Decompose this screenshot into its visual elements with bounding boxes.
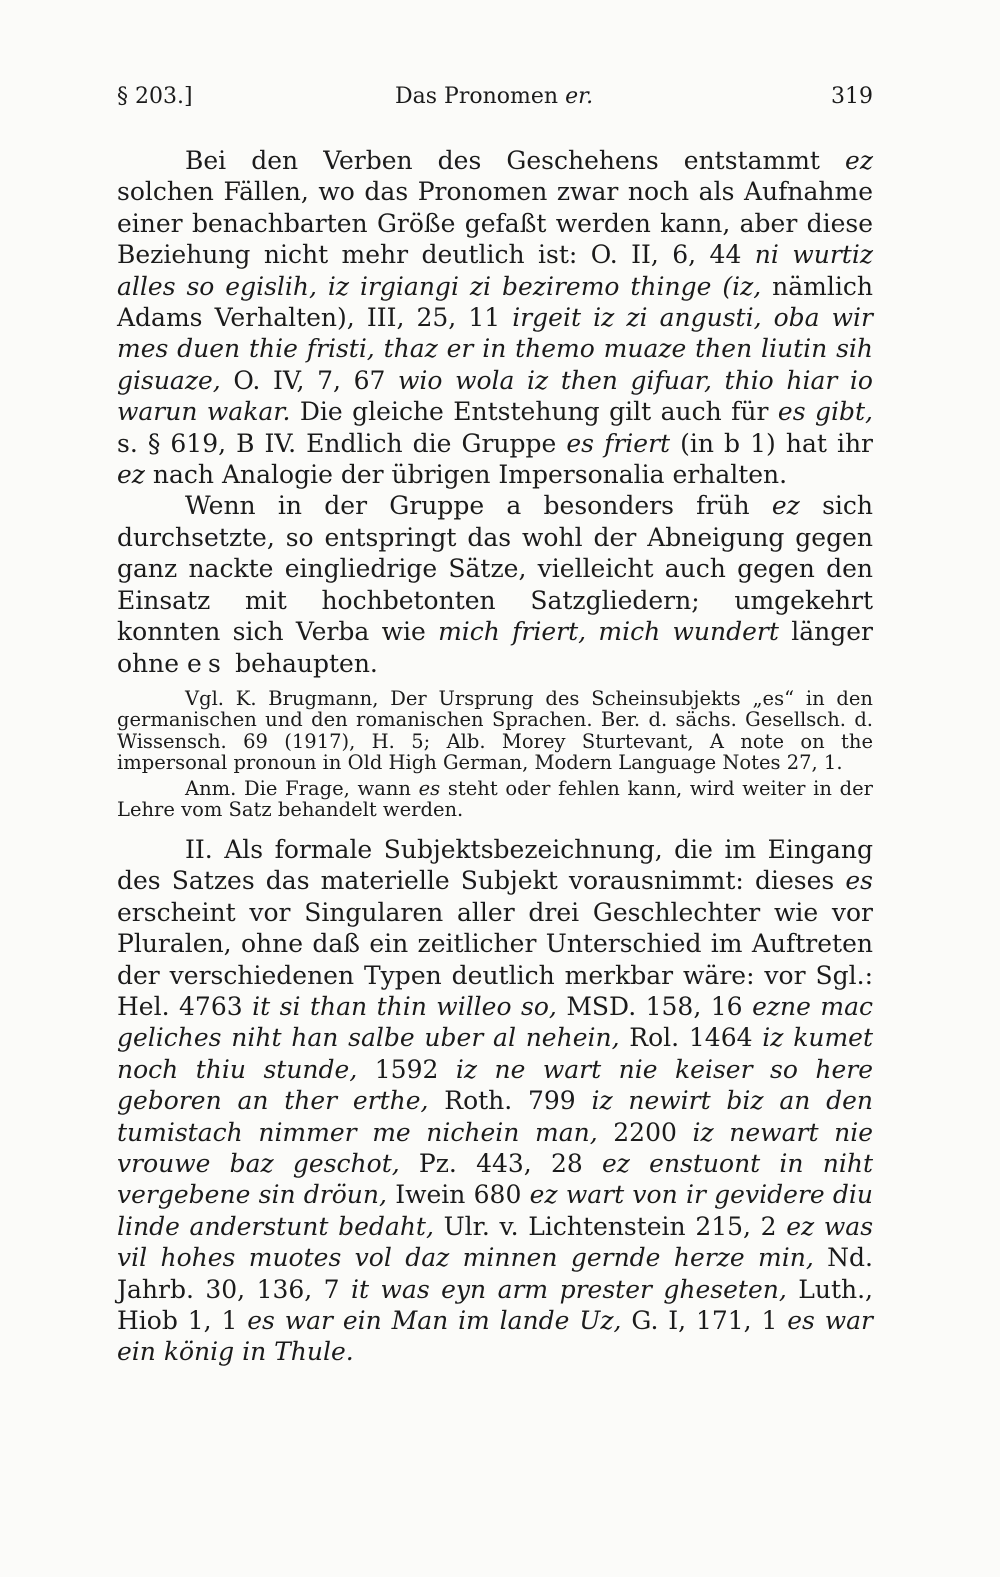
text-run: 2200 (597, 1117, 693, 1147)
annotation-paragraph (117, 778, 873, 821)
text-run: 1592 (357, 1054, 456, 1084)
italic-citation: es friert (566, 428, 671, 458)
text-run: nämlich Adams Verhalten), III, 25, 11 (117, 271, 873, 333)
main-text-section-2 (117, 834, 873, 1368)
text-run: Vgl. K. Brugmann, Der Ursprung des Scheinsubjekts „es“ in den germanischen und den romanischen Sprachen. Ber. d. sächs. Gesellsch. d. Wissensch. 69 (1917), H. 5; Alb. Morey Sturtevant, A note on the impersonal pronoun in Old High German, Modern Language Notes 27, 1. (117, 686, 873, 775)
text-run: Ulr. v. Lichtenstein 215, 2 (433, 1211, 787, 1241)
text-run: Rol. 1464 (619, 1023, 763, 1053)
italic-citation: iz kumet noch thiu stunde, (117, 1023, 873, 1084)
running-title (395, 84, 593, 109)
text-run: Luth., Hiob 1, 1 (117, 1274, 873, 1335)
italic-citation: es war ein könig in Thule. (117, 1306, 874, 1367)
text-run: solchen Fällen, wo das Pronomen zwar noch als Aufnahme einer benachbarten Größe gefaßt werden kann, aber diese Beziehung nicht mehr deutlich ist: O. II, 6, 44 (117, 177, 873, 270)
text-run: Iwein 680 (386, 1180, 530, 1210)
italic-citation: iz newart nie vrouwe baz geschot, (117, 1117, 873, 1178)
paragraph (117, 145, 873, 490)
paragraph (117, 490, 873, 678)
running-title-plain: Das Pronomen (395, 84, 566, 109)
italic-citation: es war ein Man im lande Uz, (247, 1306, 622, 1335)
text-run: Bei den Verben des Geschehens entstammt (185, 146, 846, 175)
italic-citation: ez (771, 491, 800, 521)
bibliography-note (117, 688, 873, 774)
text-run: Anm. Die Frage, wann (185, 776, 419, 800)
text-run: Pz. 443, 28 (399, 1148, 602, 1178)
text-run: II. Als formale Subjektsbezeichnung, die im Eingang des Satzes das materielle Subjekt vorausnimmt: dieses (117, 834, 873, 896)
text-run: s. § 619, B IV. Endlich die Gruppe (117, 428, 567, 458)
italic-citation: es (845, 866, 873, 896)
text-run: Die gleiche Entstehung gilt auch für (290, 397, 778, 427)
running-title-italic: er. (565, 84, 594, 109)
italic-citation: iz newirt biz an den tumistach nimmer me nichein man, (117, 1086, 873, 1147)
italic-citation: irgeit iz zi angusti, oba wir mes duen thie fristi, thaz er in themo muaze then liutin sih gisuaze, (117, 303, 873, 395)
italic-citation: es gibt, (777, 397, 873, 427)
text-run: (in b 1) hat ihr (670, 428, 873, 458)
italic-citation: ezne mac geliches niht han salbe uber al nehein, (117, 991, 874, 1053)
paragraph (117, 834, 873, 1368)
italic-citation: ni wurtiz alles so egislih, iz irgiangi zi beziremo thinge (iz, (117, 240, 873, 301)
italic-citation: ez enstuont in niht vergebene sin dröun, (117, 1148, 873, 1210)
reference-paragraph (117, 688, 873, 774)
book-page (117, 84, 873, 1368)
annotation-note (117, 778, 873, 821)
text-run: MSD. 158, 16 (556, 991, 753, 1021)
italic-citation: mich friert, mich wundert (438, 617, 779, 647)
italic-citation: ez wart von ir gevidere diu linde anderstunt bedaht, (117, 1180, 873, 1241)
italic-citation: ez (845, 146, 873, 175)
running-head (117, 84, 873, 116)
main-text (117, 145, 873, 679)
text-run: G. I, 171, 1 (621, 1306, 788, 1335)
section-reference: § 203.] (117, 84, 193, 109)
text-run: sich durchsetzte, so entspringt das wohl der Abneigung gegen ganz nackte eingliedrige Sätze, vielleicht auch gegen den Einsatz mit hochbetonten Satzgliedern; umgekehrt konnten sich Verba wie (117, 491, 874, 647)
page-number: 319 (831, 84, 873, 109)
spaced-word: es (187, 648, 228, 678)
italic-citation: it si than thin willeo so, (252, 991, 557, 1021)
text-run: O. IV, 7, 67 (220, 365, 399, 395)
text-run: nach Analogie der übrigen Impersonalia erhalten. (144, 460, 788, 490)
text-run: erscheint vor Singularen aller drei Geschlechter wie vor Pluralen, ohne daß ein zeitlicher Unterschied im Auftreten der verschiedenen Typen deutlich merkbar wäre: vor Sgl.: Hel. 4763 (117, 897, 873, 1021)
text-run: Roth. 799 (428, 1086, 592, 1116)
italic-citation: it was eyn arm prester gheseten, (351, 1274, 787, 1304)
italic-citation: iz ne wart nie keiser so here geboren an ther erthe, (117, 1054, 873, 1116)
text-run: Nd. Jahrb. 30, 136, 7 (117, 1243, 873, 1304)
text-run: länger ohne (117, 617, 873, 678)
italic-citation: es (418, 776, 441, 800)
text-run: behaupten. (227, 648, 378, 678)
text-run: Wenn in der Gruppe a besonders früh (185, 491, 772, 521)
italic-citation: ez (117, 460, 145, 490)
text-run: steht oder fehlen kann, wird weiter in der Lehre vom Satz behandelt werden. (117, 776, 873, 822)
italic-citation: wio wola iz then gifuar, thio hiar io warun wakar. (117, 365, 873, 427)
italic-citation: ez was vil hohes muotes vol daz minnen gernde herze min, (117, 1211, 874, 1273)
